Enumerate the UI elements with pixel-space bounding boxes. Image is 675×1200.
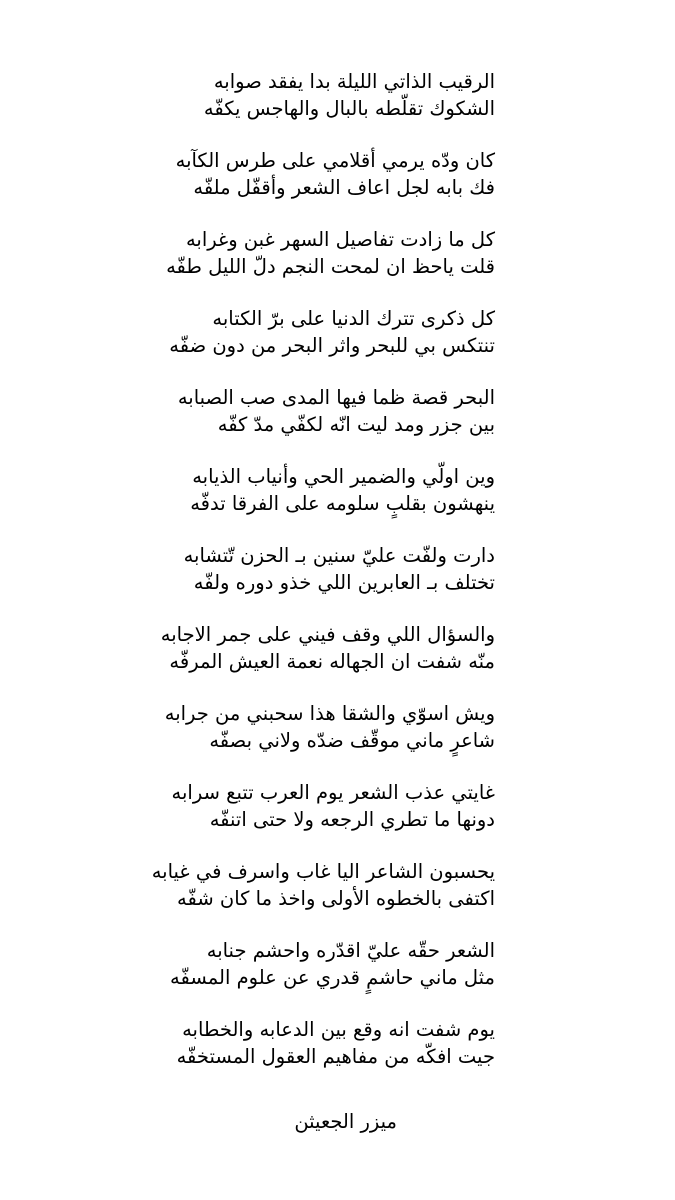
stanza-11 (0, 858, 675, 937)
verse-line: مثل ماني حاشمٍ قدري عن علوم المسفّه (170, 966, 495, 989)
stanza-8 (0, 621, 675, 700)
verse-line: قلت ياحظ ان لمحت النجم دلّ الليل طفّه (166, 255, 495, 278)
stanza-3 (0, 226, 675, 305)
stanza-5 (0, 384, 675, 463)
verse-line: بين جزر ومد ليت انّه لكفّي مدّ كفّه (217, 413, 495, 436)
author-signature: ميزر الجعيثن (294, 1110, 397, 1133)
stanza-13 (0, 1016, 675, 1095)
poem-body (0, 68, 675, 1095)
stanza-6 (0, 463, 675, 542)
stanza-12 (0, 937, 675, 1016)
verse-line: دارت ولفّت عليّ سنين بـ الحزن تّتشابه (183, 544, 495, 567)
verse-line: كان ودّه يرمي أقلامي على طرس الكآبه (175, 149, 495, 172)
verse-line: ينهشون بقلبٍ سلومه على الفرقا تدفّه (190, 492, 495, 515)
stanza-7 (0, 542, 675, 621)
verse-line: اكتفى بالخطوه الأولى واخذ ما كان شفّه (177, 887, 495, 910)
verse-line: منّه شفت ان الجهاله نعمة العيش المرفّه (169, 650, 495, 673)
verse-line: الشعر حقّه عليّ اقدّره واحشم جنابه (206, 939, 495, 962)
verse-line: ويش اسوّي والشقا هذا سحبني من جرابه (164, 702, 495, 725)
verse-line: الرقيب الذاتي الليلة بدا يفقد صوابه (213, 70, 495, 93)
verse-line: تختلف بـ العابرين اللي خذو دوره ولفّه (193, 571, 495, 594)
verse-line: الشكوك تقلّطه بالبال والهاجس يكفّه (203, 97, 495, 120)
verse-line: وين اولّي والضمير الحي وأنياب الذيابه (192, 465, 495, 488)
stanza-9 (0, 700, 675, 779)
stanza-1 (0, 68, 675, 147)
stanza-4 (0, 305, 675, 384)
verse-line: كل ذكرى تترك الدنيا على برّ الكتابه (212, 307, 495, 330)
verse-line: كل ما زادت تفاصيل السهر غبن وغرابه (185, 228, 495, 251)
stanza-2 (0, 147, 675, 226)
verse-line: البحر قصة ظما فيها المدى صب الصبابه (177, 386, 495, 409)
verse-line: يحسبون الشاعر اليا غاب واسرف في غيابه (151, 860, 495, 883)
stanza-10 (0, 779, 675, 858)
verse-line: غايتي عذب الشعر يوم العرب تتبع سرابه (171, 781, 495, 804)
verse-line: يوم شفت انه وقع بين الدعابه والخطابه (182, 1018, 495, 1041)
verse-line: جيت افكّه من مفاهيم العقول المستخفّه (176, 1045, 495, 1068)
verse-line: فك بابه لجل اعاف الشعر وأقفّل ملفّه (193, 176, 495, 199)
verse-line: تنتكس بي للبحر واثر البحر من دون ضفّه (169, 334, 495, 357)
verse-line: والسؤال اللي وقف فيني على جمر الاجابه (160, 623, 495, 646)
verse-line: شاعرٍ ماني موقّف ضدّه ولاني بصفّه (209, 729, 495, 752)
verse-line: دونها ما تطري الرجعه ولا حتى اتنفّه (209, 808, 495, 831)
